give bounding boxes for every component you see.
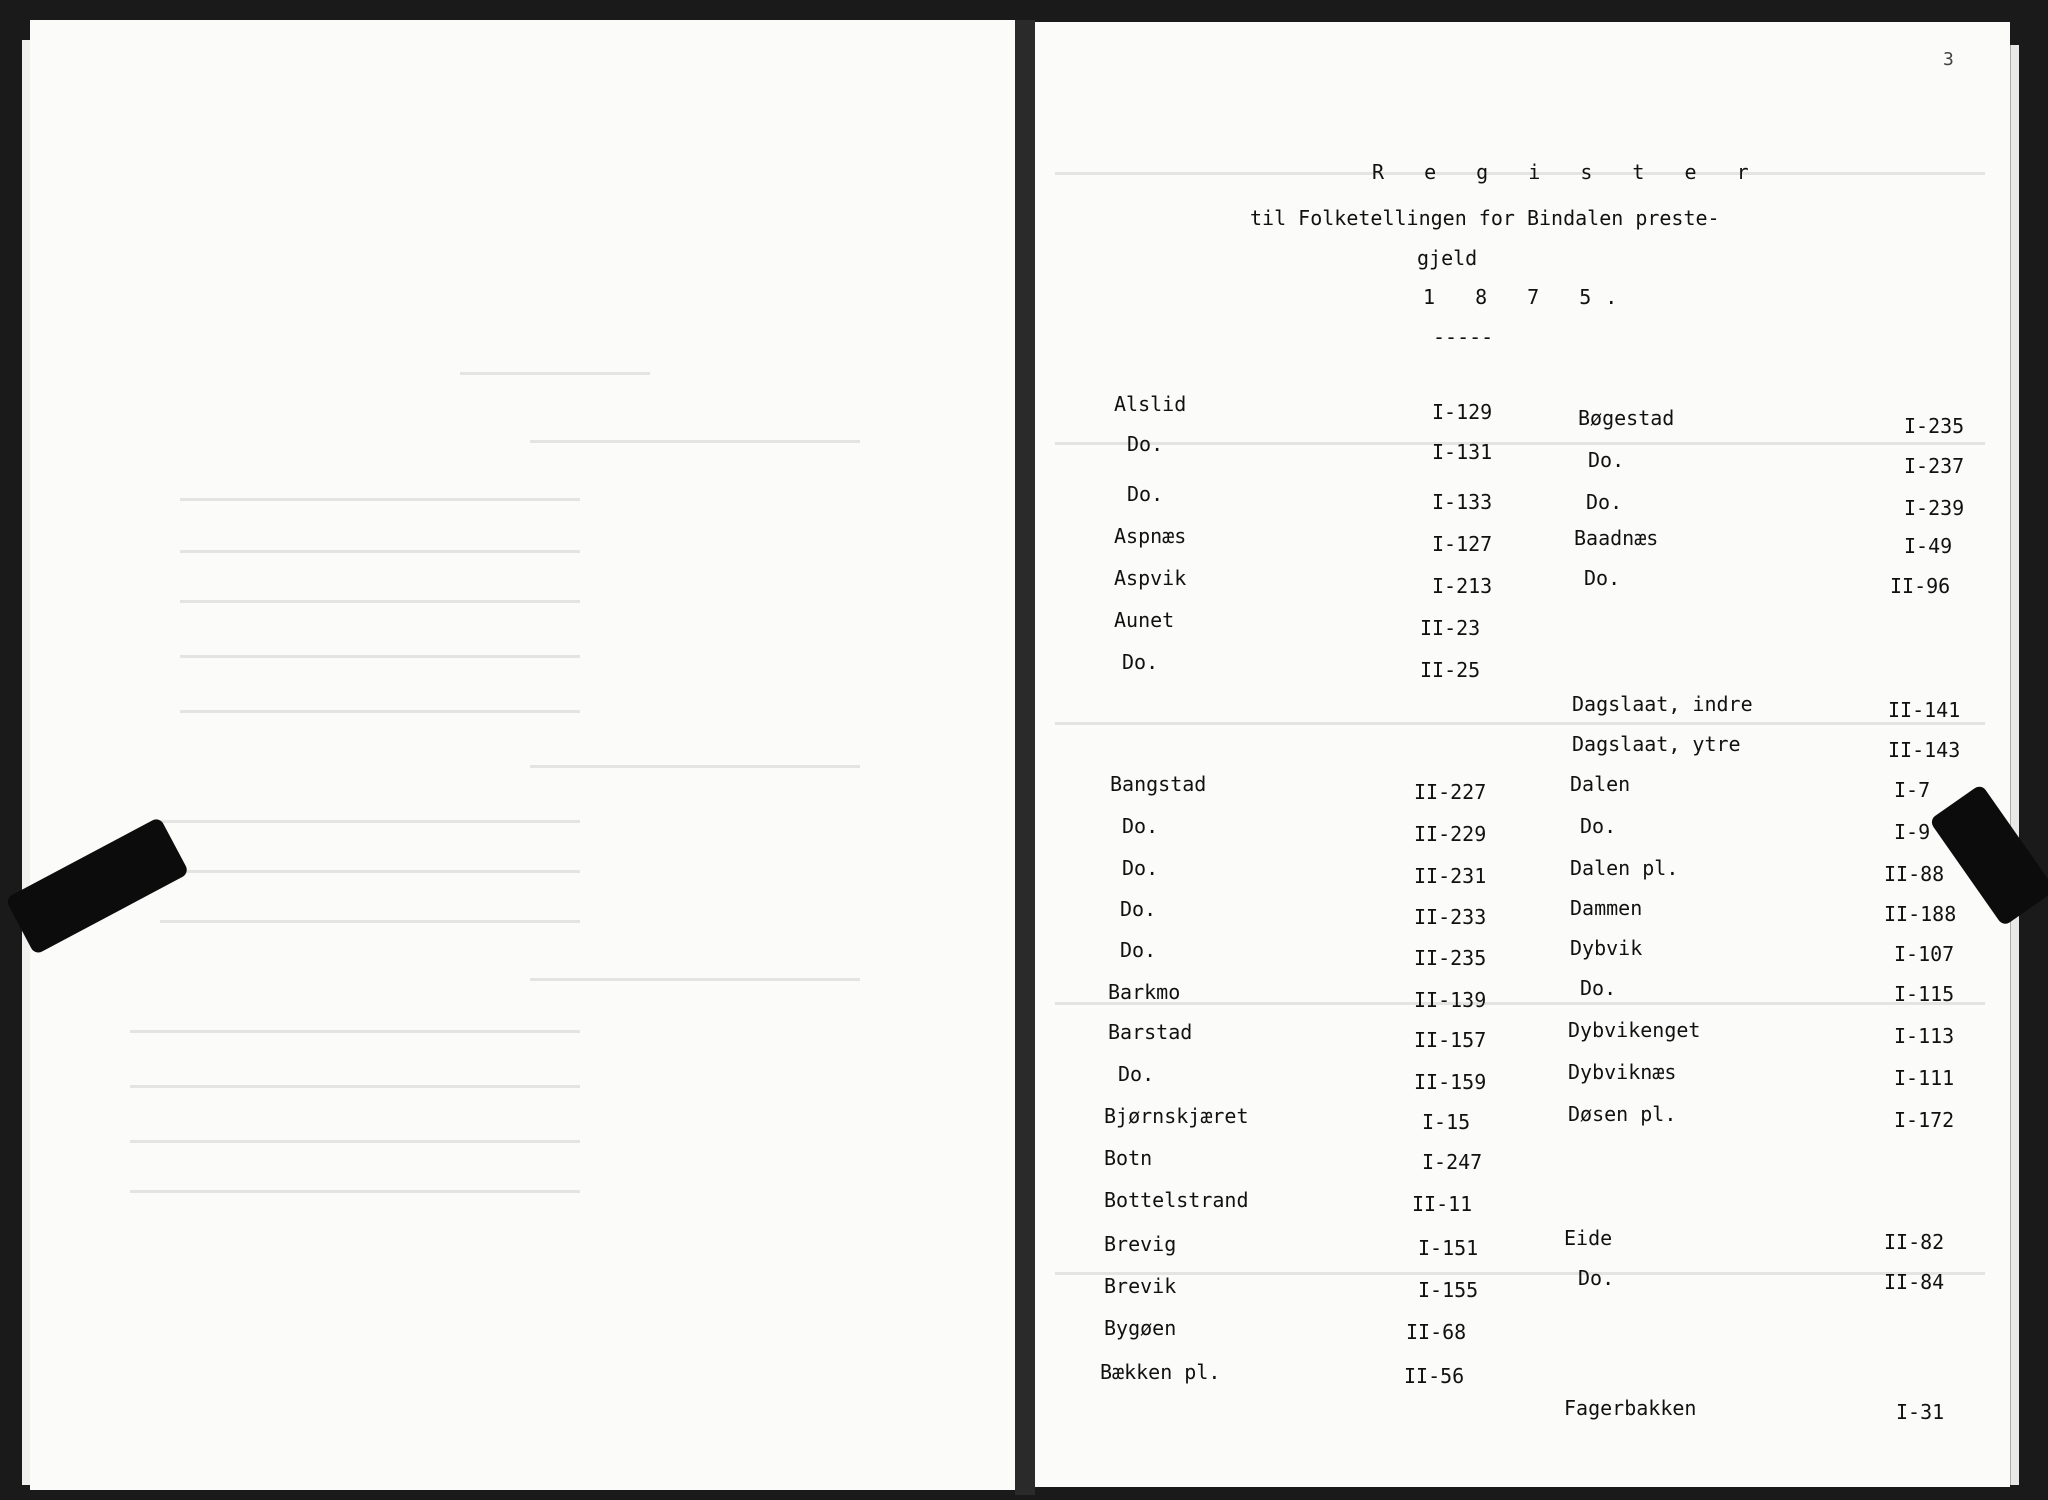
entry-ref: II-188 <box>1884 902 1957 926</box>
entry-name: Bangstad <box>1110 772 1207 796</box>
entry-ref: I-15 <box>1422 1110 1471 1134</box>
heading-rule: ----- <box>1433 325 1494 349</box>
entry-ref: I-237 <box>1904 454 1965 478</box>
entry-ref: I-151 <box>1418 1236 1479 1260</box>
entry-ref: II-139 <box>1414 988 1487 1012</box>
entry-ref: I-49 <box>1904 534 1953 558</box>
bleed-through-line <box>160 870 580 873</box>
entry-name: Aspvik <box>1114 566 1187 590</box>
bleed-through-line <box>130 1190 580 1193</box>
entry-ref: I-133 <box>1432 490 1493 514</box>
entry-ref: I-155 <box>1418 1278 1479 1302</box>
entry-ref: II-11 <box>1412 1192 1473 1216</box>
entry-name: Botn <box>1104 1146 1153 1170</box>
bleed-through-line <box>1055 1272 1985 1275</box>
entry-ref: II-143 <box>1888 738 1961 762</box>
register-title: R e g i s t e r <box>1372 160 1763 184</box>
entry-name: Eide <box>1564 1226 1613 1250</box>
entry-ref: I-113 <box>1894 1024 1955 1048</box>
bleed-through-line <box>180 655 580 658</box>
entry-ref: II-159 <box>1414 1070 1487 1094</box>
bleed-through-line <box>530 440 860 443</box>
register-subtitle-line1: til Folketellingen for Bindalen preste- <box>1250 206 1720 230</box>
entry-ref: I-172 <box>1894 1108 1955 1132</box>
entry-name: Do. <box>1586 490 1623 514</box>
entry-name: Do. <box>1588 448 1625 472</box>
entry-ref: II-141 <box>1888 698 1961 722</box>
entry-name: Alslid <box>1114 392 1187 416</box>
bleed-through-line <box>1055 722 1985 725</box>
entry-ref: II-235 <box>1414 946 1487 970</box>
entry-name: Bjørnskjæret <box>1104 1104 1249 1128</box>
bleed-through-line <box>1055 1002 1985 1005</box>
entry-name: Aunet <box>1114 608 1175 632</box>
entry-name: Do. <box>1120 897 1157 921</box>
entry-name: Do. <box>1127 432 1164 456</box>
entry-name: Dybvikenget <box>1568 1018 1701 1042</box>
entry-ref: I-131 <box>1432 440 1493 464</box>
page-number: 3 <box>1943 49 1954 70</box>
entry-name: Barstad <box>1108 1020 1193 1044</box>
entry-name: Do. <box>1578 1266 1615 1290</box>
entry-name: Dalen <box>1570 772 1631 796</box>
entry-name: Do. <box>1127 482 1164 506</box>
entry-ref: I-107 <box>1894 942 1955 966</box>
entry-name: Døsen pl. <box>1568 1102 1677 1126</box>
entry-name: Dybvik <box>1570 936 1643 960</box>
entry-name: Do. <box>1122 814 1159 838</box>
entry-ref: II-84 <box>1884 1270 1945 1294</box>
bleed-through-line <box>530 765 860 768</box>
entry-ref: I-235 <box>1904 414 1965 438</box>
entry-ref: II-96 <box>1890 574 1951 598</box>
entry-name: Bækken pl. <box>1100 1360 1221 1384</box>
entry-name: Dagslaat, indre <box>1572 692 1753 716</box>
book-gutter <box>1015 20 1035 1495</box>
bleed-through-line <box>180 550 580 553</box>
bleed-through-line <box>1055 442 1985 445</box>
entry-name: Dammen <box>1570 896 1643 920</box>
entry-ref: I-31 <box>1896 1400 1945 1424</box>
entry-ref: II-25 <box>1420 658 1481 682</box>
entry-ref: II-227 <box>1414 780 1487 804</box>
entry-name: Barkmo <box>1108 980 1181 1004</box>
entry-ref: I-111 <box>1894 1066 1955 1090</box>
entry-ref: I-239 <box>1904 496 1965 520</box>
entry-ref: II-68 <box>1406 1320 1467 1344</box>
entry-name: Bygøen <box>1104 1316 1177 1340</box>
entry-name: Do. <box>1122 650 1159 674</box>
entry-ref: II-233 <box>1414 905 1487 929</box>
entry-name: Dagslaat, ytre <box>1572 732 1741 756</box>
entry-ref: I-9 <box>1894 820 1931 844</box>
entry-name: Brevik <box>1104 1274 1177 1298</box>
entry-ref: II-23 <box>1420 616 1481 640</box>
entry-name: Dybviknæs <box>1568 1060 1677 1084</box>
bleed-through-line <box>180 710 580 713</box>
entry-name: Aspnæs <box>1114 524 1187 548</box>
right-page-edge <box>2010 45 2019 1485</box>
entry-name: Do. <box>1580 814 1617 838</box>
entry-ref: I-247 <box>1422 1150 1483 1174</box>
entry-name: Do. <box>1120 938 1157 962</box>
entry-name: Dalen pl. <box>1570 856 1679 880</box>
bleed-through-line <box>160 920 580 923</box>
right-page <box>1035 22 2010 1487</box>
bleed-through-line <box>130 1140 580 1143</box>
entry-name: Do. <box>1122 856 1159 880</box>
entry-name: Baadnæs <box>1574 526 1659 550</box>
bleed-through-line <box>130 1085 580 1088</box>
entry-ref: I-127 <box>1432 532 1493 556</box>
entry-name: Fagerbakken <box>1564 1396 1697 1420</box>
entry-name: Brevig <box>1104 1232 1177 1256</box>
entry-ref: I-115 <box>1894 982 1955 1006</box>
entry-name: Bottelstrand <box>1104 1188 1249 1212</box>
register-year: 1 8 7 5. <box>1423 285 1632 309</box>
entry-ref: II-231 <box>1414 864 1487 888</box>
entry-name: Bøgestad <box>1578 406 1675 430</box>
entry-ref: II-88 <box>1884 862 1945 886</box>
entry-ref: I-7 <box>1894 778 1931 802</box>
bleed-through-line <box>130 1030 580 1033</box>
bleed-through-line <box>180 498 580 501</box>
entry-ref: II-56 <box>1404 1364 1465 1388</box>
entry-name: Do. <box>1118 1062 1155 1086</box>
entry-ref: I-129 <box>1432 400 1493 424</box>
entry-ref: II-157 <box>1414 1028 1487 1052</box>
entry-name: Do. <box>1584 566 1621 590</box>
bleed-through-line <box>160 820 580 823</box>
entry-ref: II-82 <box>1884 1230 1945 1254</box>
entry-ref: II-229 <box>1414 822 1487 846</box>
register-subtitle-line2: gjeld <box>1417 246 1478 270</box>
bleed-through-line <box>460 372 650 375</box>
entry-name: Do. <box>1580 976 1617 1000</box>
bleed-through-line <box>180 600 580 603</box>
entry-ref: I-213 <box>1432 574 1493 598</box>
left-page <box>30 20 1015 1490</box>
bleed-through-line <box>530 978 860 981</box>
